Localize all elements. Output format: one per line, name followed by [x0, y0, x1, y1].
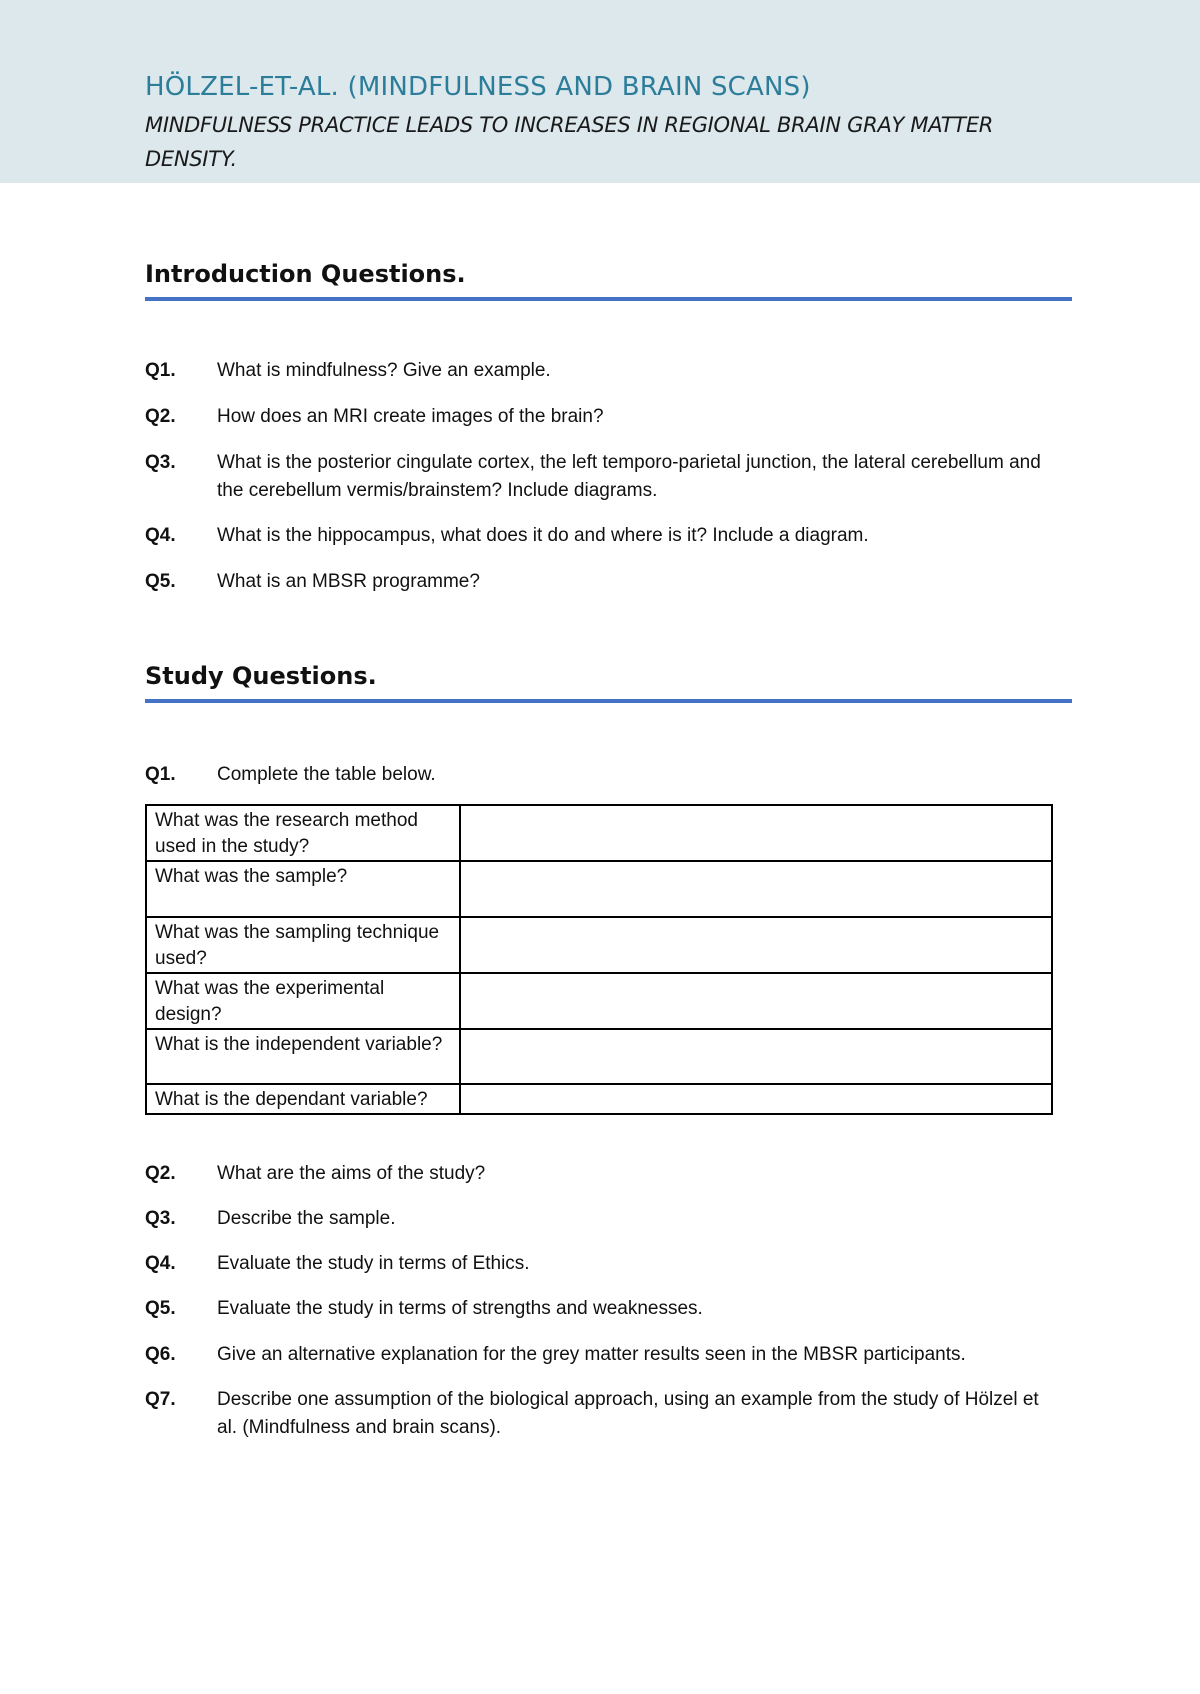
- intro-heading: Introduction Questions.: [145, 260, 466, 288]
- answer-cell[interactable]: [460, 1084, 1052, 1114]
- study-question-4: [145, 1250, 1045, 1278]
- question-text: Evaluate the study in terms of strengths and weaknesses.: [217, 1298, 703, 1319]
- question-number: Q5.: [145, 1298, 176, 1319]
- table-row: [146, 805, 1052, 861]
- question-text: What is the hippocampus, what does it do and where is it? Include a diagram.: [217, 525, 869, 546]
- question-number: Q4.: [145, 1253, 176, 1274]
- study-question-7: [145, 1386, 1045, 1442]
- question-text: Evaluate the study in terms of Ethics.: [217, 1253, 530, 1274]
- study-question-5: [145, 1295, 1045, 1323]
- question-number: Q1.: [145, 360, 176, 381]
- table-label-cell: What was the experimental design?: [146, 973, 460, 1029]
- study-question-3: [145, 1205, 1045, 1233]
- question-text: Give an alternative explanation for the grey matter results seen in the MBSR participants.: [217, 1344, 966, 1365]
- table-label-cell: What is the independent variable?: [146, 1029, 460, 1084]
- question-text: Complete the table below.: [217, 764, 436, 785]
- study-details-table: [145, 804, 1053, 1115]
- table-row: [146, 861, 1052, 917]
- intro-question-5: [145, 568, 1045, 596]
- table-row: [146, 917, 1052, 973]
- intro-divider: [145, 297, 1072, 301]
- answer-cell[interactable]: [460, 917, 1052, 973]
- intro-question-1: [145, 357, 1045, 385]
- intro-question-4: [145, 522, 1045, 550]
- intro-question-2: [145, 403, 1045, 431]
- intro-question-3: [145, 449, 1045, 505]
- table-row: [146, 1084, 1052, 1114]
- answer-cell[interactable]: [460, 1029, 1052, 1084]
- document-subtitle: MINDFULNESS PRACTICE LEADS TO INCREASES IN REGIONAL BRAIN GRAY MATTER DENSITY.: [145, 113, 994, 171]
- question-text: How does an MRI create images of the brain?: [217, 406, 604, 427]
- header-band: [0, 0, 1200, 183]
- study-heading: Study Questions.: [145, 662, 377, 690]
- table-label-cell: What is the dependant variable?: [146, 1084, 460, 1114]
- table-row: [146, 973, 1052, 1029]
- question-number: Q4.: [145, 525, 176, 546]
- question-number: Q3.: [145, 452, 176, 473]
- question-text: What is the posterior cingulate cortex, the left temporo-parietal junction, the lateral cerebellum and the cerebellum vermis/brainstem? Include diagrams.: [217, 452, 1041, 501]
- question-number: Q2.: [145, 406, 176, 427]
- study-question-1: [145, 761, 1045, 789]
- table-label-cell: What was the sampling technique used?: [146, 917, 460, 973]
- study-divider: [145, 699, 1072, 703]
- document-title: HÖLZEL-ET-AL. (MINDFULNESS AND BRAIN SCANS): [145, 72, 811, 102]
- study-question-2: [145, 1160, 1045, 1188]
- table-label-cell: What was the sample?: [146, 861, 460, 917]
- question-number: Q5.: [145, 571, 176, 592]
- question-number: Q1.: [145, 764, 176, 785]
- question-text: Describe the sample.: [217, 1208, 396, 1229]
- question-text: What is an MBSR programme?: [217, 571, 480, 592]
- table-row: [146, 1029, 1052, 1084]
- question-number: Q7.: [145, 1389, 176, 1410]
- answer-cell[interactable]: [460, 861, 1052, 917]
- question-text: What is mindfulness? Give an example.: [217, 360, 551, 381]
- table-label-cell: What was the research method used in the study?: [146, 805, 460, 861]
- answer-cell[interactable]: [460, 805, 1052, 861]
- study-question-6: [145, 1341, 1045, 1369]
- question-text: What are the aims of the study?: [217, 1163, 486, 1184]
- question-number: Q3.: [145, 1208, 176, 1229]
- question-number: Q2.: [145, 1163, 176, 1184]
- question-text: Describe one assumption of the biological approach, using an example from the study of Hölzel et al. (Mindfulness and brain scans).: [217, 1389, 1039, 1438]
- question-number: Q6.: [145, 1344, 176, 1365]
- answer-cell[interactable]: [460, 973, 1052, 1029]
